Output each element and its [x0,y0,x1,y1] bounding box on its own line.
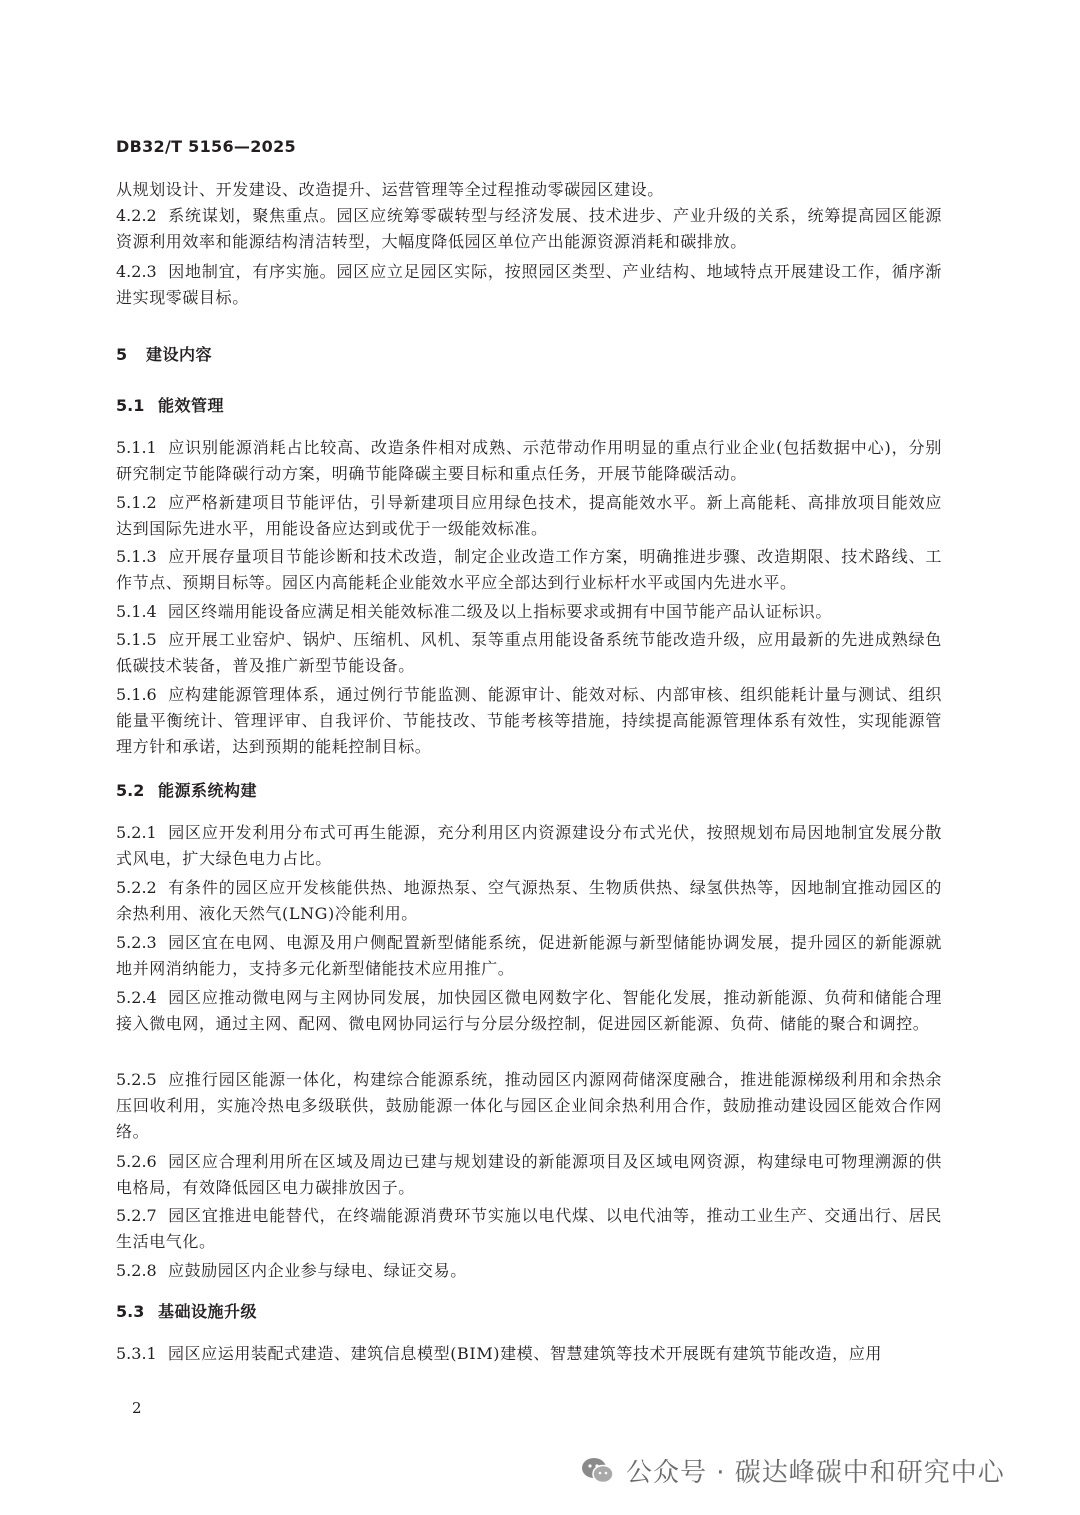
clause-number: 5.3.1 [116,1344,157,1363]
clause-number: 5.2.7 [116,1206,157,1225]
clause-5-1-3 [116,544,942,596]
paragraph-text: 从规划设计、开发建设、改造提升、运营管理等全过程推动零碳园区建设。 [116,180,664,199]
clause-number: 5.1.5 [116,630,157,649]
section-number: 5.2 [116,781,145,800]
clause-5-1-2 [116,490,942,542]
clause-text: 园区终端用能设备应满足相关能效标准二级及以上指标要求或拥有中国节能产品认证标识。 [168,602,833,621]
clause-number: 5.2.1 [116,823,157,842]
section-number: 5.1 [116,396,145,415]
clause-5-1-6 [116,682,942,760]
clause-number: 5.1.2 [116,493,157,512]
clause-5-1-5 [116,627,942,679]
watermark-text: 公众号 · 碳达峰碳中和研究中心 [626,1458,1005,1488]
clause-number: 5.1.6 [116,685,157,704]
clause-number: 4.2.2 [116,206,157,225]
clause-number: 5.2.5 [116,1070,157,1089]
clause-5-2-1 [116,820,942,872]
clause-number: 5.2.8 [116,1261,157,1280]
clause-text: 系统谋划，聚焦重点。园区应统筹零碳转型与经济发展、技术进步、产业升级的关系，统筹提高园区能源资源利用效率和能源结构清洁转型，大幅度降低园区单位产出能源资源消耗和碳排放。 [116,206,942,251]
clause-text: 园区宜推进电能替代，在终端能源消费环节实施以电代煤、以电代油等，推动工业生产、交通出行、居民生活电气化。 [116,1206,942,1251]
section-title: 能效管理 [158,396,225,415]
clause-5-2-6 [116,1149,942,1201]
clause-5-2-3 [116,930,942,982]
section-heading-5 [116,342,212,368]
section-heading-5-2 [116,778,257,804]
clause-4-2-2 [116,203,942,255]
clause-text: 园区宜在电网、电源及用户侧配置新型储能系统，促进新能源与新型储能协调发展，提升园区的新能源就地并网消纳能力，支持多元化新型储能技术应用推广。 [116,933,942,978]
section-heading-5-1 [116,393,224,419]
page-number: 2 [132,1399,142,1417]
clause-text: 有条件的园区应开发核能供热、地源热泵、空气源热泵、生物质供热、绿氢供热等，因地制宜推动园区的余热利用、液化天然气(LNG)冷能利用。 [116,878,942,923]
clause-5-2-5 [116,1067,942,1145]
clause-text: 应构建能源管理体系，通过例行节能监测、能源审计、能效对标、内部审核、组织能耗计量与测试、组织能量平衡统计、管理评审、自我评价、节能技改、节能考核等措施，持续提高能源管理体系有效性，实现能源管理方针和承诺，达到预期的能耗控制目标。 [116,685,942,756]
clause-5-1-4 [116,599,942,625]
section-number: 5.3 [116,1302,145,1321]
clause-number: 4.2.3 [116,262,157,281]
clause-5-2-7 [116,1203,942,1255]
clause-5-2-4 [116,985,942,1037]
clause-text: 应开展存量项目节能诊断和技术改造，制定企业改造工作方案，明确推进步骤、改造期限、技术路线、工作节点、预期目标等。园区内高能耗企业能效水平应全部达到行业标杆水平或国内先进水平。 [116,547,942,592]
section-title: 建设内容 [146,345,213,364]
watermark [580,1452,1005,1489]
clause-text: 应识别能源消耗占比较高、改造条件相对成熟、示范带动作用明显的重点行业企业(包括数据中心)，分别研究制定节能降碳行动方案，明确节能降碳主要目标和重点任务，开展节能降碳活动。 [116,438,942,483]
clause-number: 5.1.3 [116,547,157,566]
clause-5-3-1 [116,1341,942,1367]
section-title: 能源系统构建 [158,781,258,800]
clause-number: 5.2.6 [116,1152,157,1171]
clause-number: 5.2.2 [116,878,157,897]
clause-text: 应推行园区能源一体化，构建综合能源系统，推动园区内源网荷储深度融合，推进能源梯级利用和余热余压回收利用，实施冷热电多级联供，鼓励能源一体化与园区企业间余热利用合作，鼓励推动建设园区能效合作网络。 [116,1070,942,1141]
clause-5-1-1 [116,435,942,487]
clause-text: 园区应推动微电网与主网协同发展，加快园区微电网数字化、智能化发展，推动新能源、负荷和储能合理接入微电网，通过主网、配网、微电网协同运行与分层分级控制，促进园区新能源、负荷、储能的聚合和调控。 [116,988,942,1033]
clause-number: 5.1.1 [116,438,157,457]
section-heading-5-3 [116,1299,257,1325]
clause-text: 应开展工业窑炉、锅炉、压缩机、风机、泵等重点用能设备系统节能改造升级，应用最新的先进成熟绿色低碳技术装备，普及推广新型节能设备。 [116,630,942,675]
section-title: 基础设施升级 [158,1302,258,1321]
clause-number: 5.2.4 [116,988,157,1007]
clause-number: 5.2.3 [116,933,157,952]
clause-text: 应鼓励园区内企业参与绿电、绿证交易。 [168,1261,467,1280]
clause-text: 园区应合理利用所在区域及周边已建与规划建设的新能源项目及区域电网资源，构建绿电可物理溯源的供电格局，有效降低园区电力碳排放因子。 [116,1152,942,1197]
clause-text: 因地制宜，有序实施。园区应立足园区实际，按照园区类型、产业结构、地域特点开展建设工作，循序渐进实现零碳目标。 [116,262,942,307]
clause-text: 园区应开发利用分布式可再生能源，充分利用区内资源建设分布式光伏，按照规划布局因地制宜发展分散式风电，扩大绿色电力占比。 [116,823,942,868]
clause-text: 应严格新建项目节能评估，引导新建项目应用绿色技术，提高能效水平。新上高能耗、高排放项目能效应达到国际先进水平，用能设备应达到或优于一级能效标准。 [116,493,942,538]
clause-4-2-3 [116,259,942,311]
paragraph-continuation [116,177,942,203]
clause-5-2-2 [116,875,942,927]
clause-5-2-8 [116,1258,942,1284]
section-number: 5 [116,345,128,364]
standard-code: DB32/T 5156—2025 [116,137,296,156]
wechat-icon [580,1456,616,1486]
clause-text: 园区应运用装配式建造、建筑信息模型(BIM)建模、智慧建筑等技术开展既有建筑节能改造，应用 [168,1344,882,1363]
clause-number: 5.1.4 [116,602,157,621]
